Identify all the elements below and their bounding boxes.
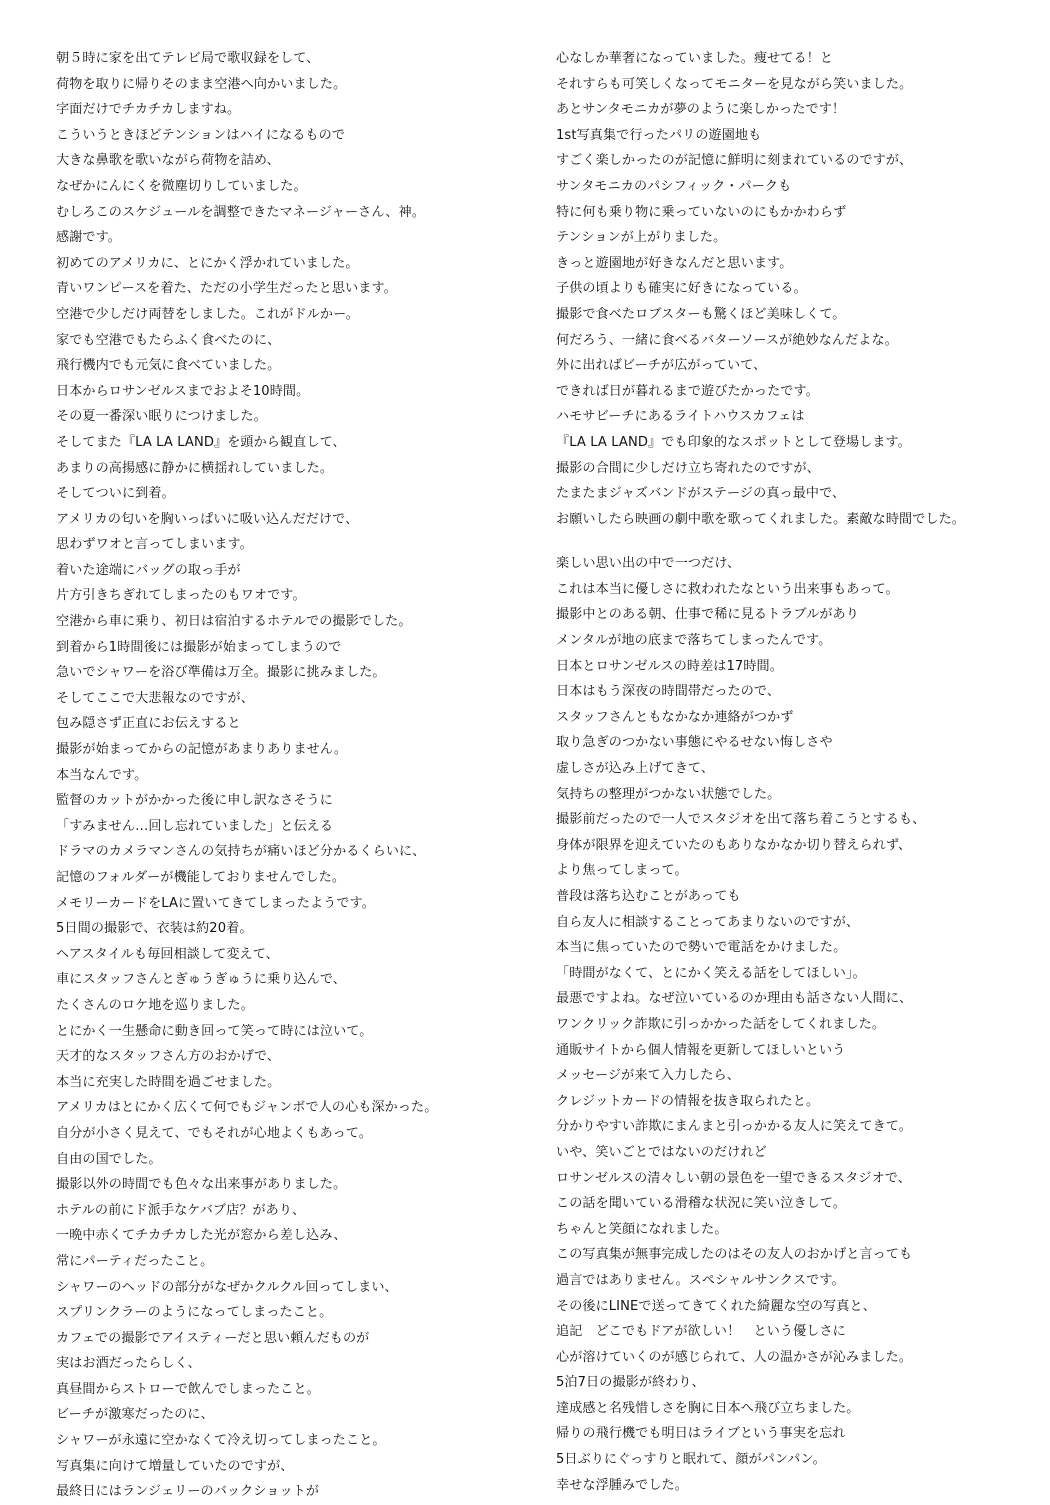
text-line: 朝５時に家を出てテレビ局で歌収録をして、 [56,51,320,66]
text-line: アメリカはとにかく広くて何でもジャンボで人の心も深かった。 [56,1100,438,1116]
text-line: 青いワンピースを着た、ただの小学生だったと思います。 [56,281,397,297]
text-line: 撮影が始まってからの記憶があまりありません。 [56,742,348,758]
right-text-column [556,46,994,1498]
text-line: メッセージが来て入力したら、 [556,1068,740,1084]
text-line: 通販サイトから個人情報を更新してほしいという [556,1042,846,1058]
text-line: その夏一番深い眠りにつけました。 [56,409,267,425]
text-line: 5泊7日の撮影が終わり、 [556,1375,705,1391]
text-line: 撮影で食べたロブスターも驚くほど美味しくて。 [556,306,846,322]
text-line: 日本とロサンゼルスの時差は17時間。 [556,658,783,674]
text-line: 本当に焦っていたので勢いで電話をかけました。 [556,940,847,956]
text-line: 一晩中赤くてチカチカした光が窓から差し込み、 [56,1228,347,1244]
text-line: 真昼間からストローで飲んでしまったこと。 [56,1381,320,1397]
text-line: そしてついに到着。 [56,486,175,502]
text-line: 自由の国でした。 [56,1151,162,1167]
text-line: その後にLINEで送ってきてくれた綺麗な空の写真と、 [556,1298,876,1314]
text-line: 「時間がなくて、とにかく笑える話をしてほしい」。 [556,965,866,981]
text-line: 包み隠さず正直にお伝えすると [56,716,241,732]
text-line: 思わずワオと言ってしまいます。 [56,537,253,553]
text-line: 過言ではありません。スペシャルサンクスです。 [556,1272,845,1288]
text-line: 実はお酒だったらしく、 [56,1356,201,1372]
text-line: とにかく一生懸命に動き回って笑って時には泣いて。 [56,1023,373,1039]
text-line: 最終日にはランジェリーのバックショットが [56,1484,320,1500]
text-line: 家でも空港でもたらふく食べたのに、 [56,332,281,348]
text-line: 感謝です。 [56,230,121,246]
text-line: それすらも可笑しくなってモニターを見ながら笑いました。 [556,76,913,92]
text-line: 5日ぶりにぐっすりと眠れて、顔がパンパン。 [556,1452,826,1468]
text-line: スタッフさんともなかなか連絡がつかず [556,709,794,725]
text-line: 大きな鼻歌を歌いながら荷物を詰め、 [56,153,280,169]
two-column-layout [56,46,994,1500]
text-line: お願いしたら映画の劇中歌を歌ってくれました。素敵な時間でした。 [556,511,966,527]
text-line: できれば日が暮れるまで遊びたかったです。 [556,383,819,399]
text-line: ドラマのカメラマンさんの気持ちが痛いほど分かるくらいに、 [56,844,426,860]
text-line: サンタモニカのパシフィック・パークも [556,178,792,194]
paragraph [56,46,494,1505]
text-line: あまりの高揚感に静かに横揺れしていました。 [56,460,334,476]
text-line: たくさんのロケ地を巡りました。 [56,997,254,1013]
paragraph [556,551,994,1498]
text-line: いや、笑いごとではないのだけれど [556,1144,767,1160]
text-line: ハモサビーチにあるライトハウスカフェは [556,409,805,425]
text-line: この写真集が無事完成したのはその友人のおかげと言っても [556,1247,913,1263]
text-line: この話を聞いている滑稽な状況に笑い泣きして。 [556,1196,846,1212]
text-line: 外に出ればビーチが広がっていて、 [556,358,767,374]
text-line: クレジットカードの情報を抜き取られたと。 [556,1093,820,1109]
text-line: 『LA LA LAND』でも印象的なスポットとして登場します。 [556,434,911,450]
text-line: 子供の頃よりも確実に好きになっている。 [556,281,807,297]
text-line: 空港で少しだけ両替をしました。これがドルかー。 [56,306,359,322]
text-line: 撮影前だったので一人でスタジオを出て落ち着こうとするも、 [556,812,926,828]
text-line: 追記 どこでもドアが欲しい！ という優しさに [556,1324,846,1340]
text-line: ロサンゼルスの清々しい朝の景色を一望できるスタジオで、 [556,1170,911,1186]
left-text-column [56,46,494,1505]
text-line: 気持ちの整理がつかない状態でした。 [556,786,781,802]
text-line: 自ら友人に相談することってあまりないのですが、 [556,914,860,930]
text-line: 急いでシャワーを浴び準備は万全。撮影に挑みました。 [56,665,386,681]
text-line: すごく楽しかったのが記憶に鮮明に刻まれているのですが、 [556,153,913,169]
text-line: メンタルが地の底まで落ちてしまったんです。 [556,633,832,649]
text-line: 撮影の合間に少しだけ立ち寄れたのですが、 [556,460,820,476]
text-line: カフェでの撮影でアイスティーだと思い頼んだものが [56,1330,370,1346]
text-line: 初めてのアメリカに、とにかく浮かれていました。 [56,255,359,271]
text-line: メモリーカードをLAに置いてきてしまったようです。 [56,895,375,911]
text-line: 着いた途端にバッグの取っ手が [56,562,241,578]
text-line: 取り急ぎのつかない事態にやるせない悔しさや [556,735,833,751]
text-line: 写真集に向けて増量していたのですが、 [56,1458,294,1474]
text-line: 片方引きちぎれてしまったのもワオです。 [56,588,306,604]
text-line: 自分が小さく見えて、でもそれが心地よくもあって。 [56,1125,372,1141]
text-line: そしてここで大悲報なのですが、 [56,690,254,706]
text-line: 帰りの飛行機でも明日はライブという事実を忘れ [556,1426,846,1442]
text-line: 心が溶けていくのが感じられて、人の温かさが沁みました。 [556,1349,912,1365]
text-line: なぜかにんにくを微塵切りしていました。 [56,178,307,194]
text-line: シャワーが永遠に空かなくて冷え切ってしまったこと。 [56,1433,386,1449]
text-line: 「すみません…回し忘れていました」と伝える [56,818,334,834]
text-line: 何だろう、一緒に食べるバターソースが絶妙なんだよな。 [556,332,898,348]
text-line: そしてまた『LA LA LAND』を頭から観直して、 [56,434,346,450]
text-line: 車にスタッフさんとぎゅうぎゅうに乗り込んで、 [56,972,346,988]
text-line: 本当なんです。 [56,767,148,783]
text-line: 虚しさが込み上げてきて、 [556,761,715,777]
text-line: 監督のカットがかかった後に申し訳なさそうに [56,793,333,809]
text-line: たまたまジャズバンドがステージの真っ最中で、 [556,486,846,502]
text-line: 飛行機内でも元気に食べていました。 [56,358,281,374]
text-line: ヘアスタイルも毎回相談して変えて、 [56,946,279,962]
text-line: 身体が限界を迎えていたのもありなかなか切り替えられず、 [556,837,912,853]
text-line: 楽しい思い出の中で一つだけ、 [556,556,741,572]
text-line: 本当に充実した時間を過ごせました。 [56,1074,281,1090]
text-line: シャワーのヘッドの部分がなぜかクルクル回ってしまい、 [56,1279,398,1295]
text-line: 達成感と名残惜しさを胸に日本へ飛び立ちました。 [556,1400,860,1416]
text-line: アメリカの匂いを胸いっぱいに吸い込んだだけで、 [56,511,359,527]
text-line: 特に何も乗り物に乗っていないのにもかかわらず [556,204,847,220]
text-line: こういうときほどテンションはハイになるもので [56,127,346,143]
text-line: あとサンタモニカが夢のように楽しかったです！ [556,102,846,118]
text-line: 心なしか華奢になっていました。痩せてる！と [556,51,834,66]
text-line: スプリンクラーのようになってしまったこと。 [56,1305,333,1321]
text-line: これは本当に優しさに救われたなという出来事もあって。 [556,581,899,597]
text-line: 幸せな浮腫みでした。 [556,1477,688,1493]
text-line: 到着から1時間後には撮影が始まってしまうので [56,639,342,655]
text-line: 日本はもう深夜の時間帯だったので、 [556,684,781,700]
text-line: むしろこのスケジュールを調整できたマネージャーさん、神。 [56,204,425,220]
text-line: 普段は落ち込むことがあっても [556,889,741,904]
text-line: テンションが上がりました。 [556,230,727,246]
text-line: より焦ってしまって。 [556,863,688,879]
text-line: 荷物を取りに帰りそのまま空港へ向かいました。 [56,76,347,92]
text-line: 天才的なスタッフさん方のおかげで、 [56,1049,281,1065]
text-line: 撮影以外の時間でも色々な出来事がありました。 [56,1177,347,1193]
text-line: 5日間の撮影で、衣装は約20着。 [56,921,253,937]
text-line: 字面だけでチカチカしますね。 [56,102,241,118]
text-line: 記憶のフォルダーが機能しておりませんでした。 [56,870,346,885]
text-line: 常にパーティだったこと。 [56,1253,214,1269]
text-line: 最悪ですよね。なぜ泣いているのか理由も話さない人間に、 [556,991,913,1007]
text-line: ホテルの前にド派手なケバブ店？があり、 [56,1202,306,1218]
text-line: ワンクリック詐欺に引っかかった話をしてくれました。 [556,1016,886,1032]
text-line: ビーチが激寒だったのに、 [56,1407,214,1423]
text-line: 分かりやすい詐欺にまんまと引っかかる友人に笑えてきて。 [556,1119,912,1135]
text-line: ちゃんと笑顔になれました。 [556,1221,728,1237]
text-line: きっと遊園地が好きなんだと思います。 [556,255,793,271]
paragraph [556,46,994,532]
text-line: 1st写真集で行ったパリの遊園地も [556,127,762,143]
text-line: 日本からロサンゼルスまでおよそ10時間。 [56,383,310,399]
text-line: 空港から車に乗り、初日は宿泊するホテルでの撮影でした。 [56,614,412,630]
text-line: 撮影中とのある朝、仕事で稀に見るトラブルがあり [556,607,859,623]
